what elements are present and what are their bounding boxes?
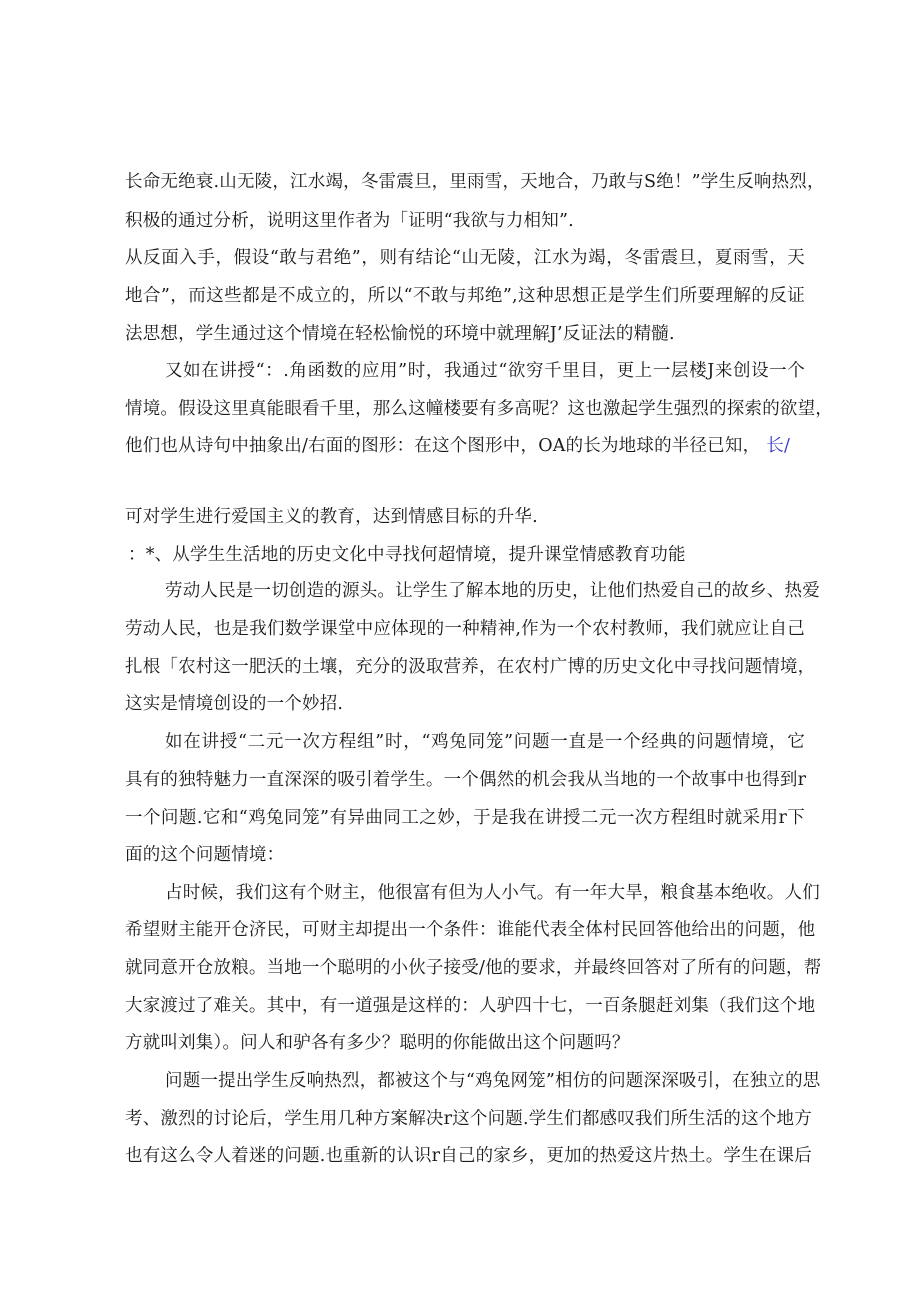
text-line: 方就叫刘集）。问人和驴各有多少？聪明的你能做出这个问题吗？ (125, 1033, 630, 1053)
text-line: 大家渡过了难关。其中，有一道强是这样的：人驴四十七，一百条腿赶刘集（我们这个地 (125, 996, 816, 1016)
text-line: 一个问题.它和“鸡兔同笼”有异曲同工之妙，于是我在讲授二元一次方程组时就采用r下 (125, 808, 805, 828)
text-line: 从反面入手，假设“敢与君绝”，则有结论“山无陵，江水为竭，冬雷震旦，夏雨雪，天 (125, 248, 805, 268)
text-line: 扎根「农村这一肥沃的土壤，充分的汲取营养，在农村广博的历史文化中寻找问题情境， (125, 657, 816, 677)
text-line: 积极的通过分析，说明这里作者为「证明“我欲与力相知”. (125, 211, 574, 231)
paragraph-start-line: 占时候，我们这有个财主，他很富有但为人小气。有一年大旱，粮食基本绝收。人们 (165, 883, 820, 903)
text-line: 法思想，学生通过这个情境在轻松愉悦的环境中就理解J’反证法的精髓. (125, 324, 675, 344)
text-line: 就同意开仓放粮。当地一个聪明的小伙子接受/他的要求，并最终回答对了所有的问题，帮 (125, 958, 822, 978)
blue-fragment: 长/ (766, 436, 791, 456)
text-line: 他们也从诗句中抽象出/右面的图形：在这个图形中，OA的长为地球的半径已知， (125, 436, 761, 456)
paragraph-start-line: 如在讲授“二元一次方程组”时，“鸡兔同笼”问题一直是一个经典的问题情境，它 (165, 732, 805, 752)
text-line: 地合”，而这些都是不成立的，所以“不敢与邦绝”,这种思想正是学生们所要理解的反证 (125, 286, 805, 306)
text-line: 这实是情境创设的一个妙招. (125, 694, 344, 714)
section-heading: ：*、从学生生活地的历史文化中寻找何超情境，提升课堂情感教育功能 (128, 545, 686, 565)
text-line: 面的这个问题情境： (125, 845, 285, 865)
paragraph-start-line: 又如在讲授“：.角函数的应用”时，我通过“欲穷千里目，更上一层楼J来创设一个 (165, 361, 805, 381)
text-line: 劳动人民，也是我们数学课堂中应体现的一种精神,作为一个农村教师，我们就应让自己 (125, 619, 805, 639)
text-line: 考、激烈的讨论后，学生用几种方案解决r这个问题.学生们都感叹我们所生活的这个地方 (125, 1109, 812, 1129)
text-line: 长命无绝衰.山无陵，江水竭，冬雷震旦，里雨雪，天地合，乃敢与S绝！”学生反响热烈， (125, 172, 825, 192)
paragraph-start-line: 问题一提出学生反响热烈，都被这个与“鸡兔网笼”相仿的问题深深吸引，在独立的思 (165, 1071, 821, 1091)
text-line: 也有这么令人着迷的问题.也重新的认识r自己的家乡，更加的热爱这片热土。学生在课后 (125, 1146, 812, 1166)
text-line-with-fragment (125, 434, 805, 458)
paragraph-start-line: 劳动人民是一切创造的源头。让学生了解本地的历史，让他们热爱自己的故乡、热爱 (165, 581, 820, 601)
text-line: 情境。假设这里真能眼看千里，那么这幢楼要有多高呢？这也激起学生强烈的探索的欲望， (125, 399, 833, 419)
text-line: 希望财主能开仓济民，可财主却提出一个条件：谁能代表全体村民回答他给出的问题，他 (125, 920, 816, 940)
text-line: 具有的独特魅力一直深深的吸引着学生。一个偶然的机会我从当地的一个故事中也得到r (125, 770, 807, 790)
text-line: 可对学生进行爱国主义的教育，达到情感目标的升华. (125, 507, 538, 527)
